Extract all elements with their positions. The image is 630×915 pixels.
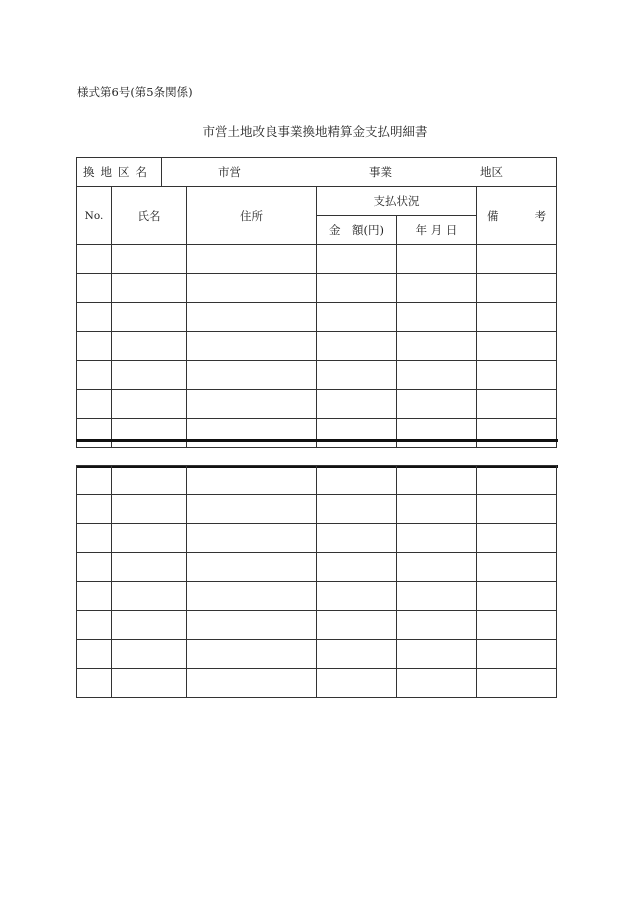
date-cell[interactable] <box>397 669 477 698</box>
remarks-cell[interactable] <box>477 669 557 698</box>
no-cell[interactable] <box>77 419 112 448</box>
address-cell[interactable] <box>187 553 317 582</box>
remarks-cell[interactable] <box>477 361 557 390</box>
date-cell[interactable] <box>397 466 477 495</box>
header-row-1 <box>77 187 557 216</box>
remarks-cell[interactable] <box>477 390 557 419</box>
address-cell[interactable] <box>187 419 317 448</box>
statement-table-bottom <box>76 465 557 698</box>
table-break-line-top <box>76 439 558 442</box>
header-payment-status: 支払状況 <box>317 187 477 216</box>
amount-cell[interactable] <box>317 582 397 611</box>
name-cell[interactable] <box>112 669 187 698</box>
no-cell[interactable] <box>77 303 112 332</box>
address-cell[interactable] <box>187 274 317 303</box>
table-row <box>77 303 557 332</box>
name-cell[interactable] <box>112 553 187 582</box>
no-cell[interactable] <box>77 245 112 274</box>
no-cell[interactable] <box>77 274 112 303</box>
project-label: 事業 <box>369 165 392 179</box>
amount-cell[interactable] <box>317 524 397 553</box>
amount-cell[interactable] <box>317 332 397 361</box>
document-title: 市営土地改良事業換地精算金支払明細書 <box>202 124 428 139</box>
date-cell[interactable] <box>397 303 477 332</box>
no-cell[interactable] <box>77 640 112 669</box>
no-cell[interactable] <box>77 669 112 698</box>
address-cell[interactable] <box>187 361 317 390</box>
remarks-cell[interactable] <box>477 495 557 524</box>
amount-cell[interactable] <box>317 611 397 640</box>
name-cell[interactable] <box>112 524 187 553</box>
date-cell[interactable] <box>397 245 477 274</box>
name-cell[interactable] <box>112 466 187 495</box>
table-row <box>77 553 557 582</box>
amount-cell[interactable] <box>317 361 397 390</box>
date-cell[interactable] <box>397 390 477 419</box>
name-cell[interactable] <box>112 274 187 303</box>
name-cell[interactable] <box>112 361 187 390</box>
area-name-field[interactable] <box>162 158 557 187</box>
form-number: 様式第6号(第5条関係) <box>77 85 193 99</box>
header-amount: 金 額(円) <box>317 216 397 245</box>
table-row <box>77 640 557 669</box>
address-cell[interactable] <box>187 332 317 361</box>
header-remarks-1: 備 <box>487 208 499 223</box>
statement-table-top <box>76 157 557 448</box>
table-row <box>77 495 557 524</box>
header-remarks-2: 考 <box>534 208 547 223</box>
no-cell[interactable] <box>77 495 112 524</box>
name-cell[interactable] <box>112 390 187 419</box>
remarks-cell[interactable] <box>477 524 557 553</box>
name-cell[interactable] <box>112 245 187 274</box>
date-cell[interactable] <box>397 332 477 361</box>
name-cell[interactable] <box>112 332 187 361</box>
amount-cell[interactable] <box>317 640 397 669</box>
no-cell[interactable] <box>77 466 112 495</box>
address-cell[interactable] <box>187 466 317 495</box>
remarks-cell[interactable] <box>477 303 557 332</box>
amount-cell[interactable] <box>317 303 397 332</box>
remarks-cell[interactable] <box>477 582 557 611</box>
city-label: 市営 <box>218 165 241 179</box>
remarks-cell[interactable] <box>477 245 557 274</box>
no-cell[interactable] <box>77 524 112 553</box>
no-cell[interactable] <box>77 582 112 611</box>
name-cell[interactable] <box>112 495 187 524</box>
address-cell[interactable] <box>187 495 317 524</box>
table-row <box>77 361 557 390</box>
table-row <box>77 245 557 274</box>
no-cell[interactable] <box>77 611 112 640</box>
date-cell[interactable] <box>397 274 477 303</box>
table-row <box>77 524 557 553</box>
address-cell[interactable] <box>187 390 317 419</box>
no-cell[interactable] <box>77 390 112 419</box>
date-cell[interactable] <box>397 553 477 582</box>
remarks-cell[interactable] <box>477 466 557 495</box>
table-row <box>77 419 557 448</box>
header-name: 氏名 <box>112 187 187 245</box>
no-cell[interactable] <box>77 553 112 582</box>
table-row <box>77 611 557 640</box>
remarks-cell[interactable] <box>477 274 557 303</box>
date-cell[interactable] <box>397 495 477 524</box>
table-row <box>77 582 557 611</box>
area-name-row <box>77 158 557 187</box>
address-cell[interactable] <box>187 524 317 553</box>
remarks-cell[interactable] <box>477 611 557 640</box>
district-label: 地区 <box>480 165 503 179</box>
date-cell[interactable] <box>397 524 477 553</box>
date-cell[interactable] <box>397 582 477 611</box>
header-date: 年 月 日 <box>397 216 477 245</box>
header-address: 住所 <box>187 187 317 245</box>
amount-cell[interactable] <box>317 669 397 698</box>
name-cell[interactable] <box>112 582 187 611</box>
amount-cell[interactable] <box>317 466 397 495</box>
remarks-cell[interactable] <box>477 419 557 448</box>
address-cell[interactable] <box>187 669 317 698</box>
address-cell[interactable] <box>187 245 317 274</box>
amount-cell[interactable] <box>317 553 397 582</box>
name-cell[interactable] <box>112 611 187 640</box>
remarks-cell[interactable] <box>477 553 557 582</box>
date-cell[interactable] <box>397 419 477 448</box>
table-row <box>77 332 557 361</box>
header-no: No. <box>77 187 112 245</box>
amount-cell[interactable] <box>317 245 397 274</box>
address-cell[interactable] <box>187 303 317 332</box>
table-row <box>77 466 557 495</box>
no-cell[interactable] <box>77 332 112 361</box>
remarks-cell[interactable] <box>477 332 557 361</box>
amount-cell[interactable] <box>317 419 397 448</box>
table-row <box>77 274 557 303</box>
remarks-cell[interactable] <box>477 640 557 669</box>
date-cell[interactable] <box>397 361 477 390</box>
name-cell[interactable] <box>112 419 187 448</box>
no-cell[interactable] <box>77 361 112 390</box>
amount-cell[interactable] <box>317 274 397 303</box>
area-name-label: 換地区名 <box>77 158 162 187</box>
address-cell[interactable] <box>187 611 317 640</box>
header-remarks <box>477 187 557 245</box>
name-cell[interactable] <box>112 303 187 332</box>
address-cell[interactable] <box>187 640 317 669</box>
table-row <box>77 390 557 419</box>
amount-cell[interactable] <box>317 390 397 419</box>
table-row <box>77 669 557 698</box>
date-cell[interactable] <box>397 640 477 669</box>
address-cell[interactable] <box>187 582 317 611</box>
date-cell[interactable] <box>397 611 477 640</box>
name-cell[interactable] <box>112 640 187 669</box>
amount-cell[interactable] <box>317 495 397 524</box>
